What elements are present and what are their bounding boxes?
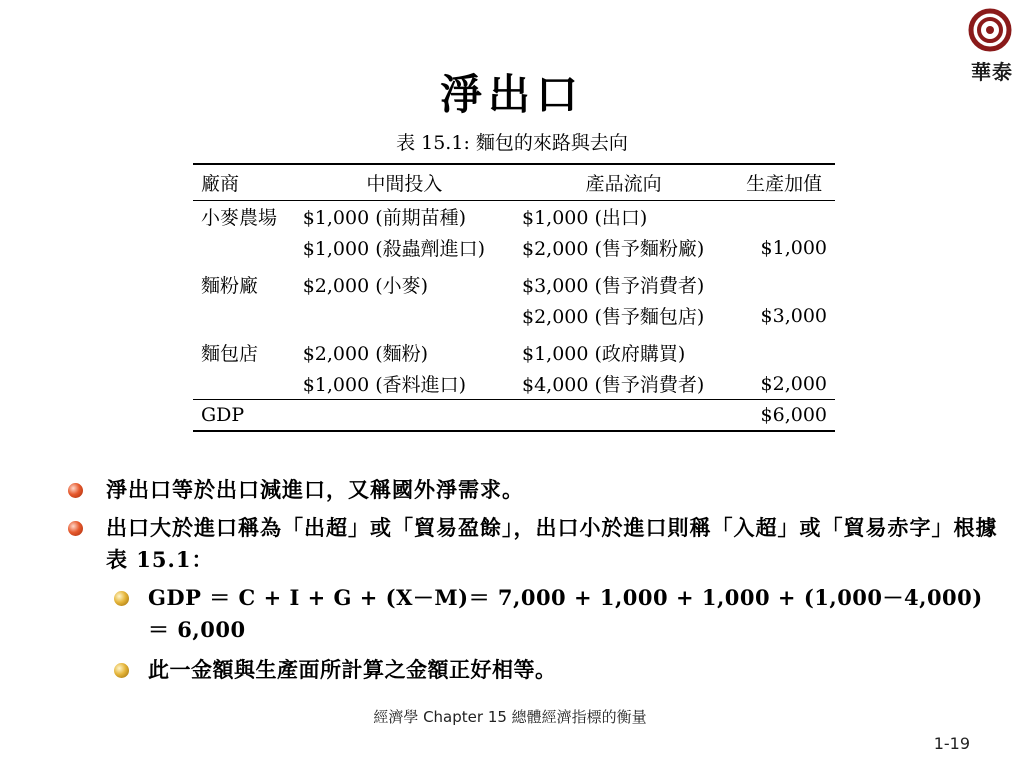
cell-output: $4,000 (售予消費者) — [521, 374, 705, 396]
cell-total-label: GDP — [193, 400, 295, 432]
sub-bullet-item — [60, 582, 1000, 646]
cell-input: $2,000 (麵粉) — [302, 343, 429, 365]
cell-firm: 麵粉廠 — [201, 275, 259, 297]
page-number: 1-19 — [933, 734, 970, 753]
cell-value: $1,000 — [760, 236, 827, 259]
data-table — [193, 163, 835, 432]
cell-output: $2,000 (售予麵包店) — [521, 306, 705, 328]
sub-bullet-text: 此一金額與生產面所計算之金額正好相等。 — [148, 657, 557, 682]
cell-value — [733, 337, 835, 368]
table-row — [193, 269, 835, 300]
sub-bullet-text: GDP ＝ C + I + G + (X－M)＝ 7,000 + 1,000 + 1,000 + (1,000－4,000) ＝ 6,000 — [148, 585, 983, 642]
bullet-text: 淨出口等於出口減進口，又稱國外淨需求。 — [106, 477, 524, 502]
page-title: 淨出口 — [439, 70, 584, 119]
bullet-text: 出口大於進口稱為「出超」或「貿易盈餘」，出口小於進口則稱「入超」或「貿易赤字」根據表 15.1： — [106, 515, 998, 572]
cell-firm — [193, 300, 295, 331]
cell-output: $3,000 (售予消費者) — [521, 275, 705, 297]
header-value-added: 生產加值 — [733, 164, 835, 201]
table-row — [193, 232, 835, 263]
footer-text: 經濟學 Chapter 15 總體經濟指標的衡量 — [373, 708, 647, 726]
cell-firm — [193, 232, 295, 263]
cell-value — [733, 269, 835, 300]
bullet-list — [60, 474, 1000, 694]
table-row — [193, 201, 835, 233]
cell-value: $2,000 — [760, 372, 827, 395]
cell-input: $1,000 (前期苗種) — [302, 207, 467, 229]
header-input: 中間投入 — [295, 164, 514, 201]
cell-input: $1,000 (殺蟲劑進口) — [302, 238, 486, 260]
cell-firm: 麵包店 — [201, 343, 259, 365]
sub-bullet-icon — [114, 591, 129, 606]
header-output: 產品流向 — [514, 164, 733, 201]
table-row — [193, 300, 835, 331]
bullet-icon — [68, 483, 83, 498]
header-firm: 廠商 — [193, 164, 295, 201]
cell-input: $2,000 (小麥) — [302, 275, 429, 297]
table-total-row — [193, 400, 835, 432]
logo-ring-icon — [968, 8, 1012, 52]
bullet-icon — [68, 521, 83, 536]
cell-output: $1,000 (政府購買) — [521, 343, 686, 365]
cell-input: $1,000 (香料進口) — [302, 374, 467, 396]
bullet-item — [60, 512, 1000, 576]
cell-output: $2,000 (售予麵粉廠) — [521, 238, 705, 260]
sub-bullet-item — [60, 654, 1000, 686]
table-row — [193, 337, 835, 368]
sub-bullet-icon — [114, 663, 129, 678]
table-header-row — [193, 164, 835, 201]
table-caption: 表 15.1: 麵包的來路與去向 — [396, 132, 628, 154]
cell-value — [733, 201, 835, 233]
cell-total-value: $6,000 — [733, 400, 835, 432]
cell-firm — [193, 368, 295, 400]
cell-output: $1,000 (出口) — [521, 207, 648, 229]
table-row — [193, 368, 835, 400]
cell-input — [295, 300, 514, 331]
cell-value: $3,000 — [760, 304, 827, 327]
cell-firm: 小麥農場 — [201, 207, 278, 229]
logo-text: 華泰 — [971, 60, 1013, 84]
bullet-item — [60, 474, 1000, 506]
